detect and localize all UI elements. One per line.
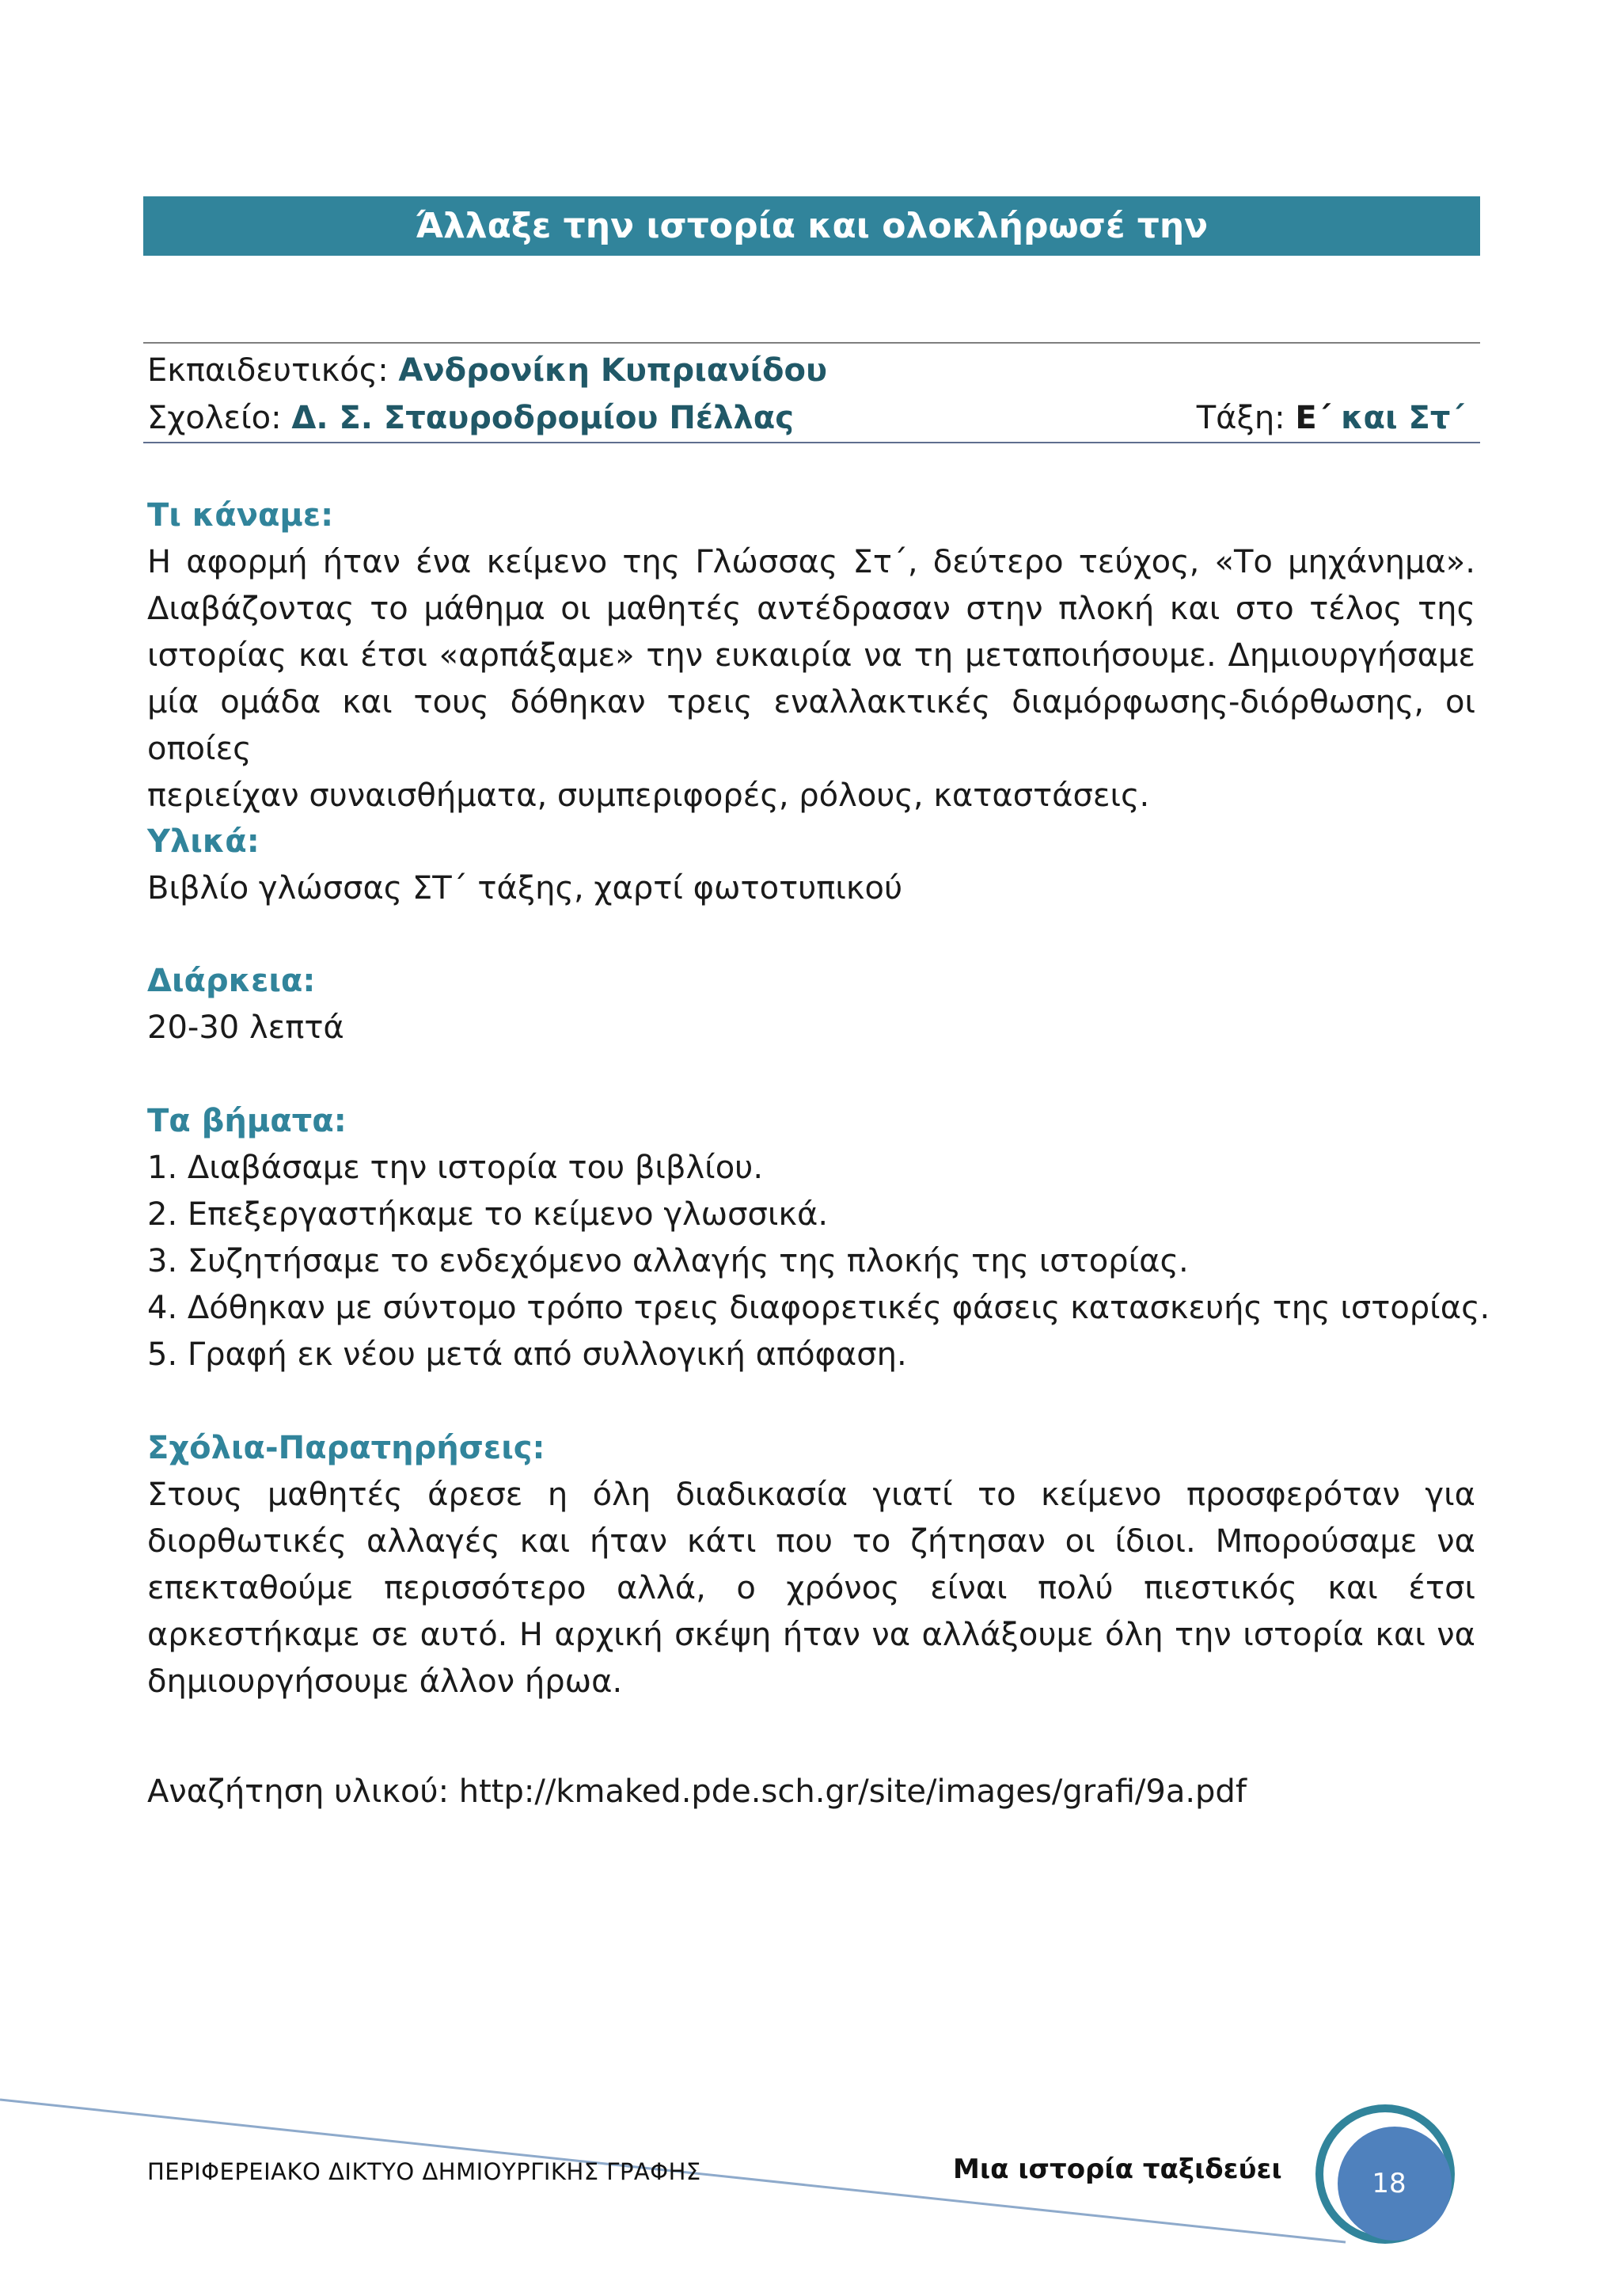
paragraph-line: ιστορίας και έτσι «αρπάξαμε» την ευκαιρία να τη μεταποιήσουμε. Δημιουργήσαμε (147, 637, 1475, 674)
heading-steps: Τα βήματα: (147, 1103, 347, 1139)
paragraph-comments (147, 1472, 1475, 1705)
page-title: Άλλαξε την ιστορία και ολοκλήρωσέ την (143, 196, 1480, 256)
school-label: Σχολείο: (147, 400, 282, 436)
paragraph-line: αρκεστήκαμε σε αυτό. Η αρχική σκέψη ήταν να αλλάξουμε όλη την ιστορία και να (147, 1617, 1475, 1653)
paragraph-line: δημιουργήσουμε άλλον ήρωα. (147, 1663, 623, 1700)
teacher-name: Ανδρονίκη Κυπριανίδου (398, 352, 828, 389)
heading-what-we-did: Τι κάναμε: (147, 497, 334, 534)
paragraph-line: Η αφορμή ήταν ένα κείμενο της Γλώσσας Στ΄, δεύτερο τεύχος, «Το μηχάνημα». (147, 544, 1475, 580)
teacher-label: Εκπαιδευτικός: (147, 352, 389, 389)
class-value-e: Ε΄ (1295, 400, 1331, 436)
list-item: 4. Δόθηκαν με σύντομο τρόπο τρεις διαφορετικές φάσεις κατασκευής της ιστορίας. (147, 1290, 1490, 1326)
paragraph-what-we-did (147, 539, 1475, 819)
paragraph-line: Στους μαθητές άρεσε η όλη διαδικασία γιατί το κείμενο προσφερόταν για (147, 1477, 1475, 1513)
paragraph-line: 20-30 λεπτά (147, 1009, 344, 1046)
paragraph-line: περιείχαν συναισθήματα, συμπεριφορές, ρόλους, καταστάσεις. (147, 777, 1150, 814)
page-number: 18 (1372, 2168, 1407, 2199)
material-search-text: Αναζήτηση υλικού: http://kmaked.pde.sch.gr/site/images/grafi/9a.pdf (147, 1773, 1247, 1810)
paragraph-line: μία ομάδα και τους δόθηκαν τρεις εναλλακτικές διαμόρφωσης-διόρθωσης, οι οποίες (147, 684, 1475, 767)
school-name: Δ. Σ. Σταυροδρομίου Πέλλας (291, 400, 794, 436)
school-line (147, 395, 794, 441)
paragraph-line: Βιβλίο γλώσσας ΣΤ΄ τάξης, χαρτί φωτοτυπικού (147, 870, 903, 907)
class-line (1197, 395, 1464, 441)
footer-book-title: Μια ιστορία ταξιδεύει (953, 2153, 1282, 2185)
class-label: Τάξη: (1196, 400, 1285, 436)
steps-list (147, 1145, 1490, 1378)
paragraph-line: επεκταθούμε περισσότερο αλλά, ο χρόνος είναι πολύ πιεστικός και έτσι (147, 1570, 1475, 1606)
divider-bottom (143, 442, 1480, 443)
divider-top (143, 342, 1480, 344)
class-value-rest: και Στ΄ (1341, 400, 1464, 436)
heading-materials: Υλικά: (147, 823, 260, 860)
list-item: 1. Διαβάσαμε την ιστορία του βιβλίου. (147, 1150, 764, 1186)
material-search-line (147, 1769, 1475, 1815)
paragraph-line: διορθωτικές αλλαγές και ήταν κάτι που το ζήτησαν οι ίδιοι. Μπορούσαμε να (147, 1523, 1475, 1560)
teacher-line (147, 348, 827, 393)
paragraph-line: Διαβάζοντας το μάθημα οι μαθητές αντέδρασαν στην πλοκή και στο τέλος της (147, 591, 1475, 627)
list-item: 2. Επεξεργαστήκαμε το κείμενο γλωσσικά. (147, 1196, 829, 1233)
heading-comments: Σχόλια-Παρατηρήσεις: (147, 1430, 545, 1466)
duration-text (147, 1005, 1475, 1051)
materials-text (147, 865, 1475, 912)
footer-network: ΠΕΡΙΦΕΡΕΙΑΚΟ ΔΙΚΤΥΟ ΔΗΜΙΟΥΡΓΙΚΗΣ ΓΡΑΦΗΣ (147, 2158, 701, 2185)
list-item: 3. Συζητήσαμε το ενδεχόμενο αλλαγής της πλοκής της ιστορίας. (147, 1243, 1189, 1279)
list-item: 5. Γραφή εκ νέου μετά από συλλογική απόφαση. (147, 1336, 907, 1373)
heading-duration: Διάρκεια: (147, 963, 316, 999)
